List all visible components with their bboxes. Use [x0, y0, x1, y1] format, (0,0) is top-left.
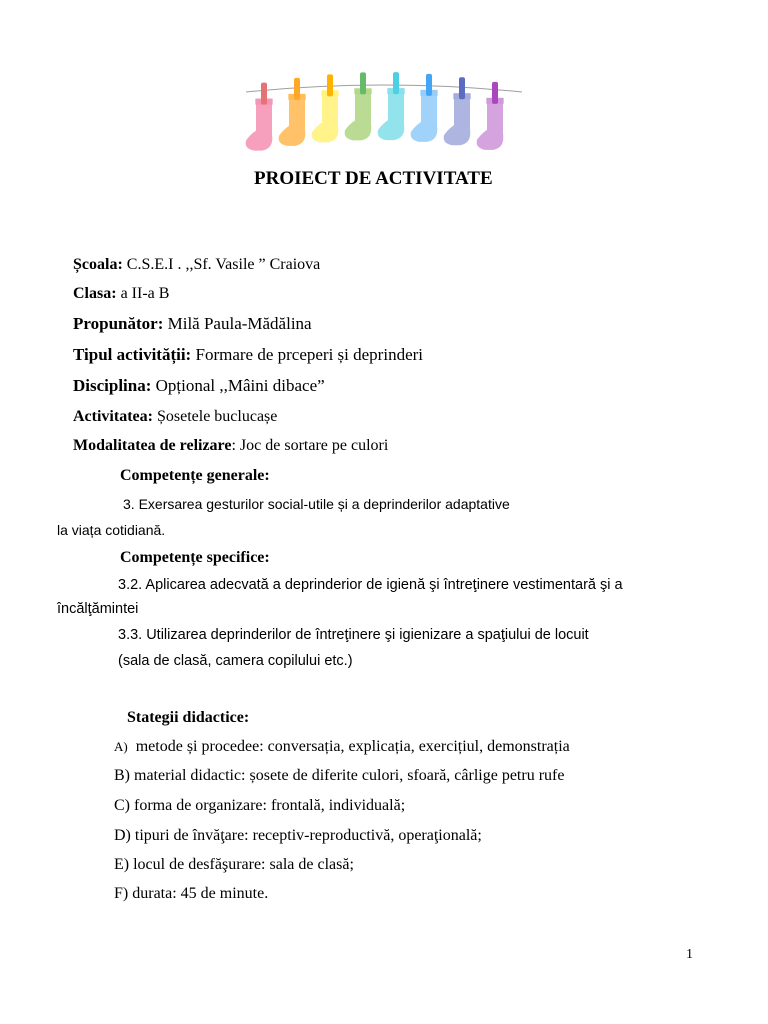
sock-icon	[477, 82, 504, 150]
strategii-item-e: E) locul de desfăşurare: sala de clasă;	[114, 856, 354, 873]
field-clasa: Clasa: a II-a B	[73, 285, 170, 302]
sock-icon	[312, 74, 339, 142]
field-modalitatea: Modalitatea de relizare: Joc de sortare pe culori	[73, 437, 389, 454]
sock-icon	[411, 74, 438, 142]
hanging-socks-icon	[244, 70, 524, 155]
competente-generale-heading: Competențe generale:	[120, 467, 270, 484]
page-number: 1	[686, 947, 693, 962]
field-disciplina: Disciplina: Opțional ,,Mâini dibace”	[73, 376, 325, 395]
strategii-item-f: F) durata: 45 de minute.	[114, 885, 269, 902]
competente-specifice-item-1-cont: încălţămintei	[57, 601, 139, 617]
field-scoala: Școala: C.S.E.I . ,,Sf. Vasile ” Craiova	[73, 256, 321, 273]
strategii-heading: Stategii didactice:	[127, 709, 250, 726]
sock-icon	[378, 72, 405, 140]
field-tipul-activitatii: Tipul activității: Formare de prceperi și deprinderi	[73, 345, 424, 364]
field-activitatea: Activitatea: Șosetele buclucașe	[73, 408, 278, 425]
competente-generale-line-2: la viața cotidiană.	[57, 522, 166, 538]
competente-specifice-item-2: 3.3. Utilizarea deprinderilor de întreţinere şi igienizare a spaţiului de locuit	[118, 627, 589, 643]
competente-generale-line-1: 3. Exersarea gesturilor social-utile și a deprinderilor adaptative	[123, 496, 510, 512]
competente-specifice-item-1: 3.2. Aplicarea adecvată a deprinderior de igienă şi întreţinere vestimentară şi a	[118, 577, 623, 593]
sock-icon	[345, 72, 372, 140]
strategii-item-d: D) tipuri de învăţare: receptiv-reproductivă, operaţională;	[114, 827, 482, 844]
strategii-item-b: B) material didactic: șosete de diferite culori, sfoară, cârlige petru rufe	[114, 767, 565, 784]
strategii-item-a: A) metode și procedee: conversația, explicația, exercițiul, demonstrația	[114, 738, 570, 755]
field-propunator: Propunător: Milă Paula-Mădălina	[73, 314, 312, 333]
sock-icon	[246, 83, 273, 151]
strategii-item-c: C) forma de organizare: frontală, individuală;	[114, 797, 406, 814]
competente-specifice-item-2-cont: (sala de clasă, camera copilului etc.)	[118, 653, 353, 669]
document-title: PROIECT DE ACTIVITATE	[254, 168, 493, 189]
competente-specifice-heading: Competențe specifice:	[120, 549, 270, 566]
